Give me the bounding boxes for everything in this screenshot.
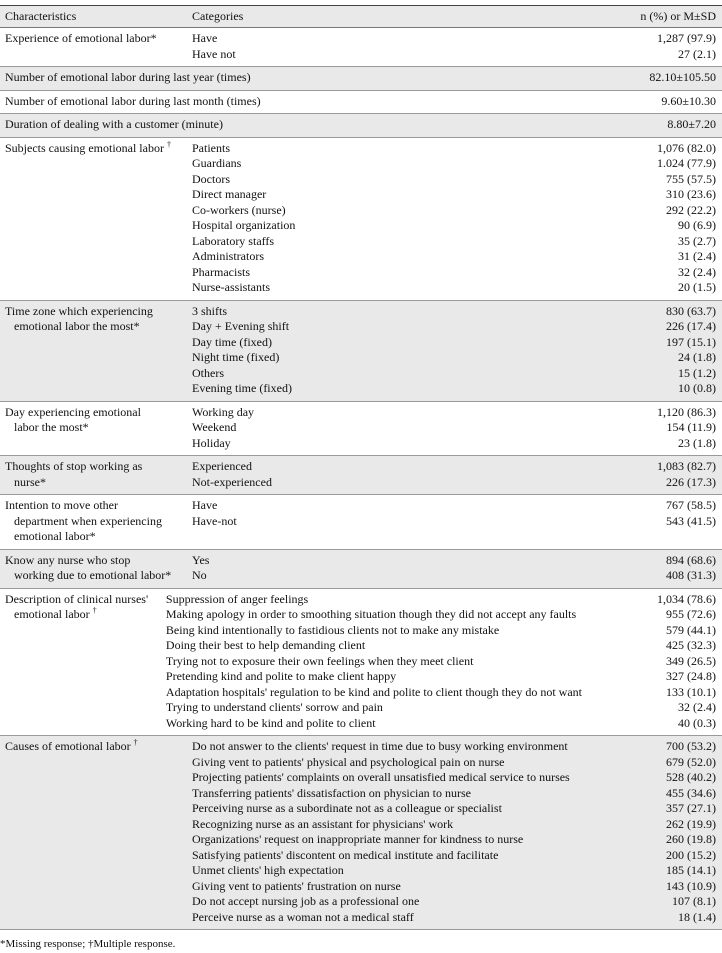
characteristic-label-line: [5, 592, 164, 608]
category-label: Giving vent to patients' frustration on nurse: [192, 878, 401, 893]
category-item: [192, 739, 722, 755]
category-label: Hospital organization: [192, 218, 296, 232]
category-label: Perceiving nurse as a subordinate not as a colleague or specialist: [192, 801, 502, 815]
category-label: 3 shifts: [192, 303, 228, 318]
category-label: Nurse-assistants: [192, 280, 270, 294]
characteristic-label-text: working due to emotional labor*: [14, 568, 172, 582]
category-label: Have-not: [192, 513, 237, 528]
characteristic-label-line: [5, 739, 190, 755]
category-item: [192, 187, 722, 203]
characteristic-label: [0, 459, 190, 490]
category-value: 143 (10.9): [666, 878, 716, 893]
category-value: 543 (41.5): [666, 513, 716, 528]
category-value: 327 (24.8): [666, 669, 716, 683]
table-header: [0, 6, 722, 28]
characteristic-label-text: Description of clinical nurses': [5, 591, 149, 606]
characteristic-label-line: [5, 420, 190, 436]
category-label: Giving vent to patients' physical and psychological pain on nurse: [192, 754, 505, 769]
characteristic-label: [0, 31, 190, 62]
category-label: Working hard to be kind and polite to client: [165, 715, 376, 730]
table-row: [0, 736, 722, 930]
category-label: Trying to understand clients' sorrow and pain: [165, 700, 383, 714]
category-item: [192, 459, 722, 475]
category-label: Trying not to exposure their own feelings when they meet client: [165, 653, 474, 668]
category-item: [192, 31, 722, 47]
category-value: 955 (72.6): [666, 607, 716, 621]
table-footnote: *Missing response; †Multiple response.: [0, 938, 176, 950]
category-item: [192, 280, 722, 296]
category-label: Day + Evening shift: [192, 319, 290, 333]
category-item: [192, 817, 722, 833]
category-item: [192, 786, 722, 802]
category-value: 579 (44.1): [666, 622, 716, 637]
category-value: 679 (52.0): [666, 754, 716, 769]
characteristic-label-text: emotional labor the most*: [14, 319, 140, 333]
category-item: [192, 156, 722, 172]
category-label: Being kind intentionally to fastidious clients not to make any mistake: [165, 622, 500, 637]
characteristic-label-line: [5, 459, 190, 475]
category-value: 15 (1.2): [678, 365, 716, 380]
category-item: [192, 436, 722, 452]
category-item: [192, 381, 722, 397]
table-row: [0, 301, 722, 402]
header-characteristics: Characteristics: [5, 8, 77, 23]
header-values: n (%) or M±SD: [640, 8, 716, 23]
characteristic-label-line: [5, 553, 190, 569]
characteristic-label-line: [5, 607, 164, 623]
table-row: [0, 456, 722, 495]
category-label: Administrators: [192, 249, 264, 263]
characteristic-label-text: emotional labor: [14, 607, 90, 621]
table-row: [0, 495, 722, 550]
category-label: Doing their best to help demanding client: [165, 638, 366, 652]
category-value: 24 (1.8): [678, 350, 716, 364]
characteristic-label: [0, 553, 190, 584]
category-item: [166, 669, 722, 685]
category-value: 894 (68.6): [666, 552, 716, 567]
category-label: Day time (fixed): [192, 334, 272, 349]
category-value: 226 (17.3): [666, 474, 716, 489]
category-item: [192, 319, 722, 335]
category-label: Recognizing nurse as an assistant for physicians' work: [192, 816, 454, 831]
category-item: [192, 405, 722, 421]
table-body: [0, 28, 722, 930]
category-item: [192, 420, 722, 436]
category-value: 1,034 (78.6): [657, 591, 716, 606]
category-label: Guardians: [192, 156, 242, 170]
category-label: Projecting patients' complaints on overall unsatisfied medical service to nurses: [192, 770, 570, 784]
category-label: Evening time (fixed): [192, 381, 292, 395]
category-value: 197 (15.1): [666, 334, 716, 349]
category-value: 408 (31.3): [666, 568, 716, 582]
category-item: [192, 553, 722, 569]
category-item: [192, 801, 722, 817]
category-value: 27 (2.1): [678, 46, 716, 61]
category-value: 90 (6.9): [678, 218, 716, 232]
table-row: [0, 138, 722, 301]
category-list: [190, 498, 722, 545]
category-item: [192, 568, 722, 584]
category-value: 20 (1.5): [678, 280, 716, 294]
category-label: Unmet clients' high expectation: [192, 863, 344, 877]
category-item: [192, 848, 722, 864]
characteristic-label-line: [5, 475, 190, 491]
category-item: [192, 366, 722, 382]
category-item: [192, 894, 722, 910]
category-item: [166, 700, 722, 716]
category-value: 292 (22.2): [666, 202, 716, 217]
category-value: 32 (2.4): [678, 700, 716, 714]
category-label: Not-experienced: [192, 474, 272, 489]
category-value: 185 (14.1): [666, 863, 716, 877]
category-label: Experienced: [192, 459, 252, 473]
characteristic-label: Number of emotional labor during last year (times): [5, 70, 251, 84]
category-value: 226 (17.4): [666, 319, 716, 333]
characteristic-value: 8.80±7.20: [667, 117, 716, 131]
category-label: Yes: [192, 552, 210, 567]
characteristic-label-line: [5, 514, 190, 530]
category-item: [192, 335, 722, 351]
category-label: Doctors: [192, 171, 230, 186]
category-value: 40 (0.3): [678, 715, 716, 730]
category-label: Night time (fixed): [192, 350, 280, 364]
category-value: 700 (53.2): [666, 739, 716, 753]
category-item: [166, 638, 722, 654]
characteristic-label-text: labor the most*: [14, 420, 89, 434]
category-label: Others: [192, 365, 224, 380]
category-label: Working day: [192, 404, 255, 419]
category-value: 425 (32.3): [666, 638, 716, 652]
category-item: [192, 234, 722, 250]
category-label: Pretending kind and polite to make client happy: [165, 669, 397, 683]
characteristic-label-text: Experience of emotional labor*: [5, 31, 157, 45]
table-row: [0, 91, 722, 115]
category-value: 18 (1.4): [678, 909, 716, 924]
characteristic-label-text: Thoughts of stop working as: [5, 459, 143, 473]
category-value: 262 (19.9): [666, 816, 716, 831]
category-item: [192, 141, 722, 157]
category-value: 260 (19.8): [666, 832, 716, 846]
table-row: [0, 402, 722, 457]
emotional-labor-table: [0, 5, 722, 930]
characteristic-label-text: Time zone which experiencing: [5, 303, 153, 318]
characteristic-label: [0, 304, 190, 397]
table-row: [0, 67, 722, 91]
category-list: [190, 405, 722, 452]
characteristic-label-text: Day experiencing emotional: [5, 404, 141, 419]
category-label: Patients: [192, 140, 230, 155]
category-label: Holiday: [192, 435, 231, 450]
category-list: [190, 739, 722, 925]
characteristic-label-line: [5, 498, 190, 514]
category-list: [190, 304, 722, 397]
table-row: [0, 589, 722, 737]
category-item: [166, 685, 722, 701]
category-value: 755 (57.5): [666, 171, 716, 186]
category-label: Perceive nurse as a woman not a medical staff: [192, 909, 414, 924]
category-value: 32 (2.4): [678, 264, 716, 279]
category-label: Transferring patients' dissatisfaction on physician to nurse: [192, 785, 472, 800]
footnote-marker: †: [166, 139, 171, 149]
characteristic-label-text: Intention to move other: [5, 498, 118, 512]
category-item: [166, 654, 722, 670]
category-item: [192, 249, 722, 265]
category-item: [192, 218, 722, 234]
category-list: [164, 592, 722, 732]
category-item: [166, 623, 722, 639]
category-item: [192, 203, 722, 219]
category-list: [190, 459, 722, 490]
characteristic-label-line: [5, 31, 190, 47]
characteristic-label-text: Know any nurse who stop: [5, 552, 131, 567]
category-value: 767 (58.5): [666, 498, 716, 512]
category-value: 133 (10.1): [666, 684, 716, 699]
characteristic-label-text: emotional labor*: [14, 529, 96, 543]
category-label: Direct manager: [192, 187, 267, 201]
characteristic-label-line: [5, 141, 190, 157]
characteristic-label-line: [5, 405, 190, 421]
category-value: 1,287 (97.9): [657, 31, 716, 45]
category-value: 200 (15.2): [666, 847, 716, 862]
category-label: Laboratory staffs: [192, 233, 275, 248]
category-label: Do not answer to the clients' request in time due to busy working environment: [192, 739, 568, 753]
category-list: [190, 553, 722, 584]
category-item: [192, 770, 722, 786]
category-label: Adaptation hospitals' regulation to be kind and polite to client though they do not want: [165, 684, 582, 699]
category-list: [190, 141, 722, 296]
characteristic-value: 82.10±105.50: [649, 70, 716, 84]
characteristic-label: [0, 739, 190, 925]
category-value: 31 (2.4): [678, 249, 716, 263]
table-row: [0, 114, 722, 138]
category-item: [166, 607, 722, 623]
category-item: [192, 172, 722, 188]
characteristic-value: 9.60±10.30: [661, 93, 716, 108]
characteristic-label-text: Subjects causing emotional labor: [5, 140, 164, 155]
category-label: Making apology in order to smoothing situation though they did not accept any faults: [165, 607, 577, 621]
characteristic-label: [0, 592, 164, 732]
category-label: Suppression of anger feelings: [165, 591, 309, 606]
category-label: Have: [192, 31, 218, 45]
category-item: [166, 592, 722, 608]
table-row: [0, 550, 722, 589]
category-value: 1,120 (86.3): [657, 404, 716, 419]
category-item: [192, 514, 722, 530]
category-label: Have: [192, 498, 218, 512]
characteristic-label-text: Causes of emotional labor: [5, 739, 131, 753]
category-item: [192, 350, 722, 366]
characteristic-label: [0, 405, 190, 452]
category-label: Co-workers (nurse): [192, 202, 286, 217]
category-value: 357 (27.1): [666, 801, 716, 815]
characteristic-label-text: nurse*: [14, 474, 46, 489]
characteristic-label-line: [5, 304, 190, 320]
category-label: No: [192, 568, 207, 582]
table-row: [0, 28, 722, 67]
category-value: 1.024 (77.9): [657, 156, 716, 170]
category-item: [192, 879, 722, 895]
category-item: [192, 304, 722, 320]
category-item: [192, 498, 722, 514]
category-value: 154 (11.9): [666, 420, 716, 434]
category-value: 35 (2.7): [678, 233, 716, 248]
header-categories: Categories: [192, 8, 244, 23]
category-value: 1,083 (82.7): [657, 459, 716, 473]
category-value: 455 (34.6): [666, 785, 716, 800]
category-value: 528 (40.2): [666, 770, 716, 784]
category-value: 23 (1.8): [678, 435, 716, 450]
characteristic-label-line: [5, 529, 190, 545]
category-item: [166, 716, 722, 732]
footnote-marker: †: [92, 606, 97, 615]
characteristic-label-line: [5, 568, 190, 584]
category-label: Have not: [192, 46, 236, 61]
category-value: 349 (26.5): [666, 653, 716, 668]
category-value: 10 (0.8): [678, 381, 716, 395]
category-label: Satisfying patients' discontent on medical institute and facilitate: [192, 847, 499, 862]
category-label: Organizations' request on inappropriate manner for kindness to nurse: [192, 832, 524, 846]
category-item: [192, 265, 722, 281]
characteristic-label-text: department when experiencing: [14, 513, 162, 528]
characteristic-label: Number of emotional labor during last month (times): [5, 93, 261, 108]
footnote-marker: †: [133, 738, 138, 747]
category-value: 1,076 (82.0): [657, 140, 716, 155]
category-value: 310 (23.6): [666, 187, 716, 201]
category-item: [192, 910, 722, 926]
category-item: [192, 47, 722, 63]
category-value: 107 (8.1): [672, 894, 716, 908]
category-label: Pharmacists: [192, 264, 250, 279]
category-list: [190, 31, 722, 62]
category-item: [192, 863, 722, 879]
category-label: Do not accept nursing job as a professional one: [192, 894, 420, 908]
characteristic-label: [0, 141, 190, 296]
category-item: [192, 832, 722, 848]
characteristic-label: [0, 498, 190, 545]
category-item: [192, 755, 722, 771]
characteristic-label-line: [5, 319, 190, 335]
category-value: 830 (63.7): [666, 303, 716, 318]
characteristic-label: Duration of dealing with a customer (minute): [5, 117, 223, 131]
category-item: [192, 475, 722, 491]
category-label: Weekend: [192, 420, 237, 434]
